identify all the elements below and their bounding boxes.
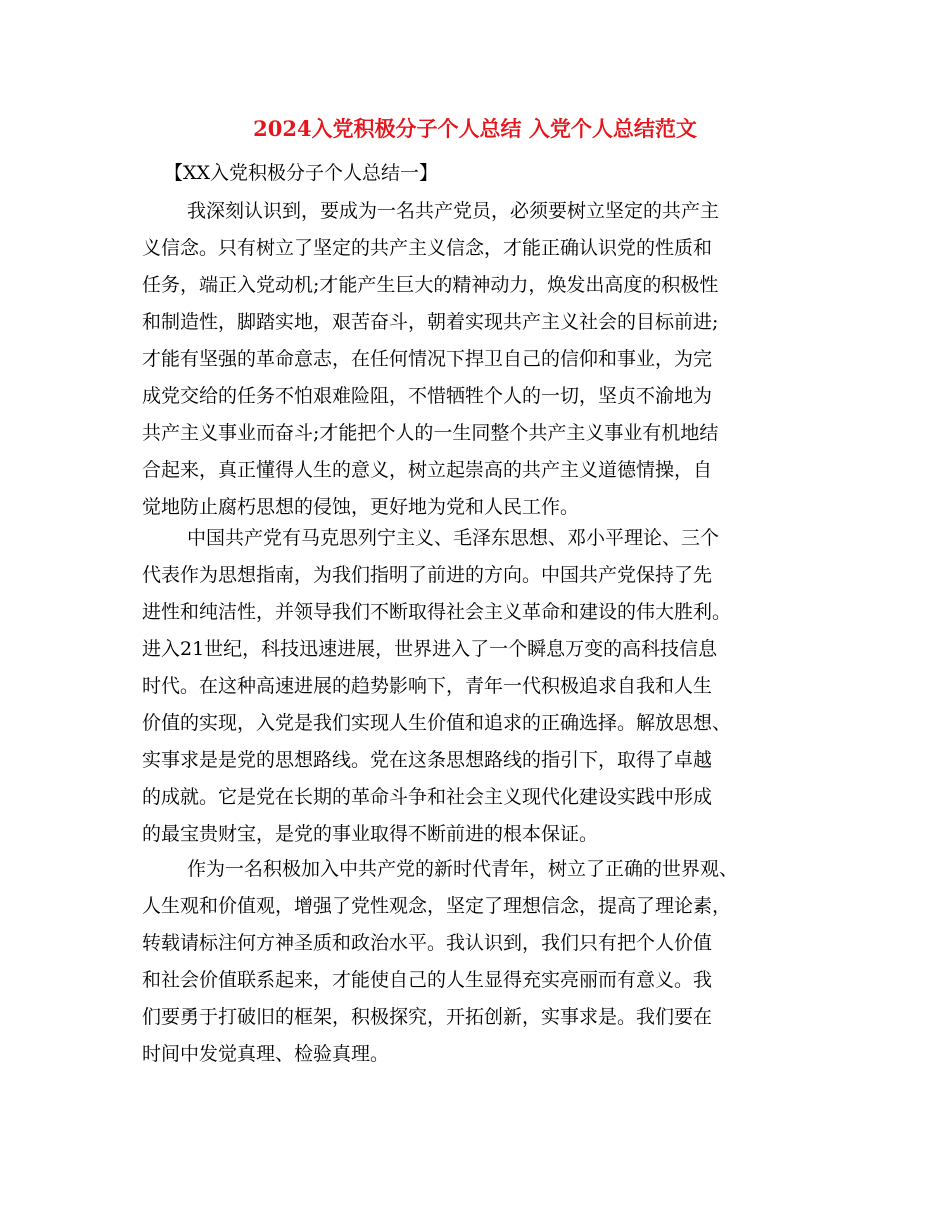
paragraph-line: 作为一名积极加入中共产党的新时代青年，树立了正确的世界观、 — [187, 858, 739, 880]
document-title: 2024入党积极分子个人总结 入党个人总结范文 — [253, 116, 697, 141]
paragraph-line: 转载请标注何方神圣质和政治水平。我认识到，我们只有把个人价值 — [142, 932, 713, 954]
paragraph-line: 们要勇于打破旧的框架，积极探究，开拓创新，实事求是。我们要在 — [142, 1006, 713, 1028]
paragraph-line: 成党交给的任务不怕艰难险阻，不惜牺牲个人的一切，坚贞不渝地为 — [142, 385, 713, 407]
paragraph-line: 进性和纯洁性，并领导我们不断取得社会主义革命和建设的伟大胜利。 — [142, 601, 732, 623]
paragraph-line: 义信念。只有树立了坚定的共产主义信念，才能正确认识党的性质和 — [142, 237, 713, 259]
paragraph-line: 实事求是是党的思想路线。党在这条思想路线的指引下，取得了卓越 — [142, 749, 713, 771]
paragraph-line: 价值的实现，入党是我们实现人生价值和追求的正确选择。解放思想、 — [142, 712, 732, 734]
paragraph-line: 任务，端正入党动机;才能产生巨大的精神动力，焕发出高度的积极性 — [142, 274, 719, 296]
paragraph-line: 和制造性，脚踏实地，艰苦奋斗，朝着实现共产主义社会的目标前进; — [142, 311, 719, 333]
paragraph-2 — [142, 520, 810, 853]
paragraph-line: 时代。在这种高速进展的趋势影响下，青年一代积极追求自我和人生 — [142, 675, 713, 697]
paragraph-line: 时间中发觉真理、检验真理。 — [142, 1043, 390, 1065]
paragraph-line: 的成就。它是党在长期的革命斗争和社会主义现代化建设实践中形成 — [142, 786, 713, 808]
paragraph-line: 和社会价值联系起来，才能使自己的人生显得充实亮丽而有意义。我 — [142, 969, 713, 991]
paragraph-line: 人生观和价值观，增强了党性观念，坚定了理想信念，提高了理论素， — [142, 895, 732, 917]
paragraph-line: 中国共产党有马克思列宁主义、毛泽东思想、邓小平理论、三个 — [187, 527, 720, 549]
paragraph-line: 觉地防止腐朽思想的侵蚀，更好地为党和人民工作。 — [142, 496, 580, 518]
paragraph-line: 合起来，真正懂得人生的意义，树立起崇高的共产主义道德情操，自 — [142, 459, 713, 481]
paragraph-3 — [142, 851, 810, 1073]
paragraph-line: 我深刻认识到，要成为一名共产党员，必须要树立坚定的共产主 — [187, 200, 720, 222]
paragraph-line: 代表作为思想指南，为我们指明了前进的方向。中国共产党保持了先 — [142, 564, 713, 586]
paragraph-line: 进入21世纪，科技迅速进展，世界进入了一个瞬息万变的高科技信息 — [142, 638, 718, 660]
paragraph-line: 的最宝贵财宝，是党的事业取得不断前进的根本保证。 — [142, 823, 599, 845]
paragraph-1 — [142, 193, 810, 526]
section-heading: 【XX入党积极分子个人总结一】 — [164, 162, 439, 184]
paragraph-line: 共产主义事业而奋斗;才能把个人的一生同整个共产主义事业有机地结 — [142, 422, 719, 444]
paragraph-line: 才能有坚强的革命意志，在任何情况下捍卫自己的信仰和事业，为完 — [142, 348, 713, 370]
